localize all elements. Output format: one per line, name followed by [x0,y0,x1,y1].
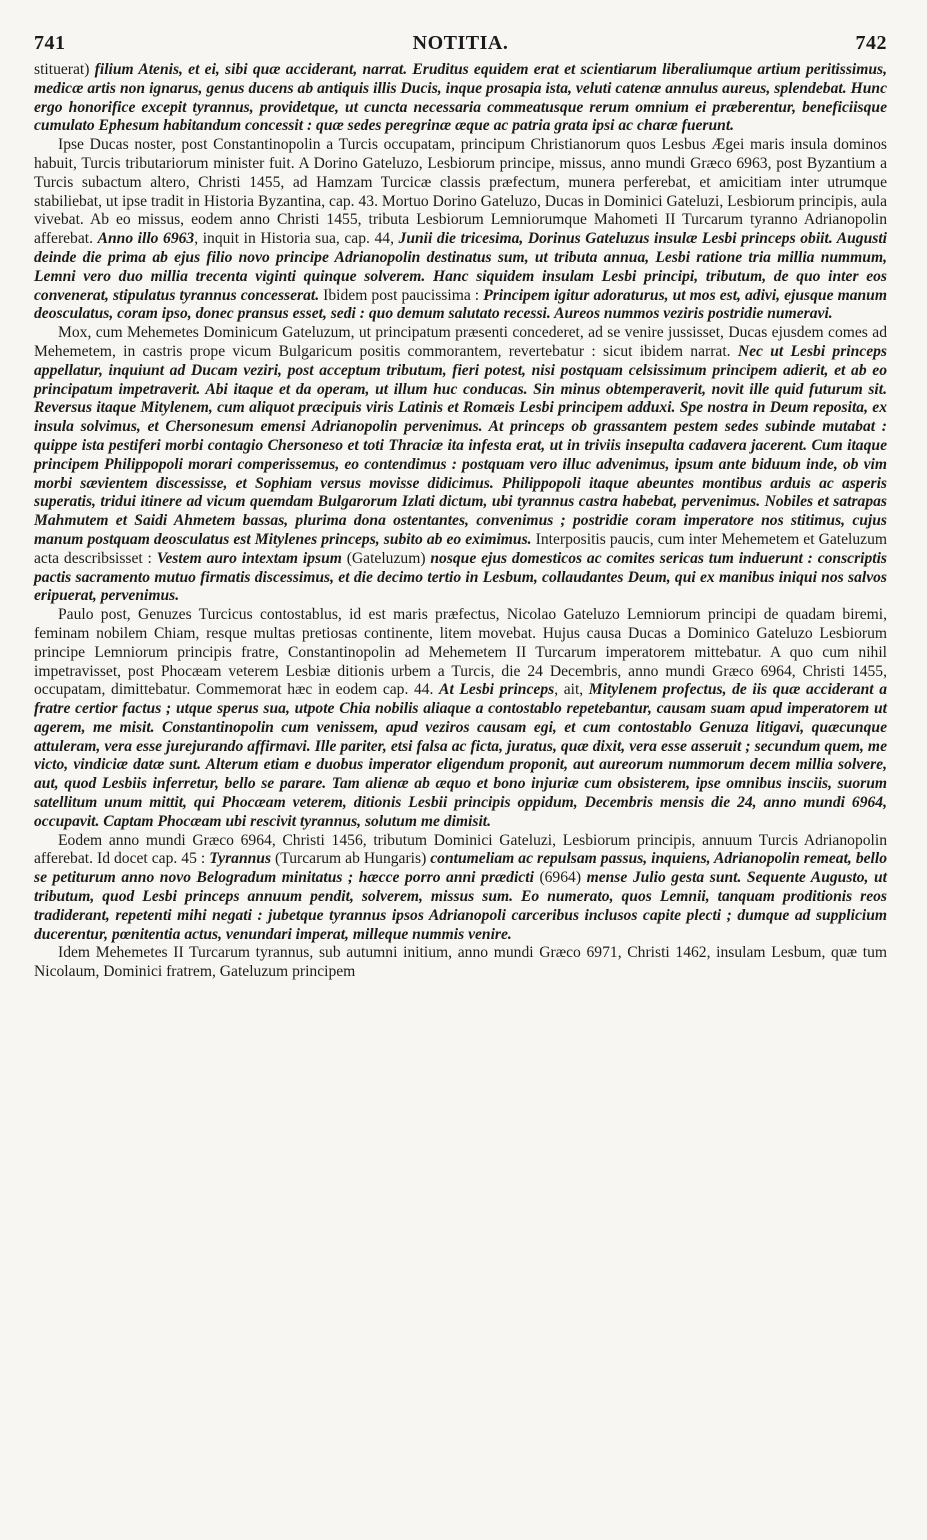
text-segment: Mox, cum Mehemetes Dominicum Gateluzum, ut principatum præsenti concederet, ad se venire jussisset, Ducas ejusdem comes ad Mehemetem, in castris prope vicum Bulgaricum positis commorantem, revertebatur : sicut ibidem narrat. [34,324,887,360]
left-page-number: 741 [34,32,66,54]
paragraph-p4 [34,606,887,832]
italic-quotation: nosque ejus domesticos ac comites sericas tum induerunt : conscriptis pactis sacramento mutuo firmatis discessimus, et die decimo tertio in Lesbum, collaudantes Deum, qui ex manibus iniqui nos salvos eripuerat, pervenimus. [34,549,887,605]
italic-quotation: Nec ut Lesbi princeps appellatur, inquiunt ad Ducam veziri, post acceptum tributum, fieri potest, nisi postquam celsissimum principem adierit, et ab eo principatum impetraverit. Abi itaque et da operam, ut illum huc conducas. Sin minus obtemperaverit, novit ille quid futurum sit. Reversus itaque Mitylenem, cum aliquot præcipuis viris Latinis et Romæis Lesbi principem adduxi. Spe nostra in Deum reposita, ex insula solvimus, et Chersonesum emensi Adrianopolin pervenimus. At princeps ob grassantem pestem sedes subinde mutabat : quippe ista pestiferi morbi contagio Chersoneso et toti Thraciæ ita infesta erat, ut in triviis insepulta cadavera jacerent. Cum itaque principem Philippopoli morari comperissemus, eo contendimus : postquam vero illuc advenimus, ipsum ante biduum inde, ob vim morbi sævientem discessisse, et Sophiam versus movisse didicimus. Philippopoli itaque abeuntes montibus arduis ac asperis superatis, tridui itinere ad vicum quemdam Bulgarorum Izlati dictum, ubi tyrannus castra habebat, pervenimus. Nobiles et satrapas Mahmutem et Saidi Ahmetem bassas, plurima dona ostentantes, convenimus ; postridie coram imperatore nos stitimus, cujus manum postquam deosculatus est Mitylenes princeps, subito ab eo eximimus. [34,342,887,548]
text-segment: (Gateluzum) [341,549,431,567]
page-body [34,61,887,982]
text-segment: stituerat) [34,61,95,78]
italic-quotation: filium Atenis, et ei, sibi quæ acciderant, narrat. Eruditus equidem erat et scientiarum liberaliumque artium peritissimus, medicæ artis non ignarus, genus ducens ab antiquis illis Ducis, inque prosapia ista, veluti catenæ annulus aureus, splendebat. Hunc ergo honorifice excepit tyrannus, providetque, ut cuncta necessaria commeatusque rerum omnium ei præberentur, beneficiisque cumulato Ephesum habitandum concessit : quæ sedes peregrinæ æque ac patria grata ipsi ac charæ fuerunt. [34,61,887,135]
italic-quotation: Mitylenem profectus, de iis quæ acciderant a fratre certior factus ; utque sperus sua, utpote Chia nobilis aliaque a contostablo repetebantur, causam suam apud imperatorem ut agerem, me misit. Constantinopolin cum venissem, apud veziros causam egi, et cum contostablo Genuza litigavi, quæcunque attuleram, vera esse jurejurando affirmavi. Ille pariter, etsi falsa ac ficta, juratus, quæ dixit, vera esse asseruit ; secundum quem, me victo, vindiciæ datæ sunt. Alterum etiam e duobus imperator eligendum proponit, aut aureorum nummorum decem millia solvere, aut, quod Lesbiis inferretur, bello se parare. Tam alienæ ab æquo et bono injuriæ cum obsisterem, ipse omnibus insciis, suorum satellitum unum mittit, qui Phocæam veterem, ditionis Lesbii principis oppidum, Decembris mensis die 24, anno mundi 6964, occupavit. Captam Phocæam ubi rescivit tyrannus, solutum me dimisit. [34,681,887,830]
running-title: NOTITIA. [412,32,509,54]
paragraph-p2 [34,136,887,324]
paragraph-p6 [34,944,887,982]
text-segment: Paulo post, Genuzes Turcicus contostablus, id est maris præfectus, Nicolao Gateluzo Lemniorum principi de quadam biremi, feminam nobilem Chiam, resque multas pretiosas continente, litem movebat. Hujus causa Ducas a Dominico Gateluzo Lesbiorum principe Lemniorum principis fratre, Constantinopolin ad Mehemetem II Turcarum imperatorem mittebatur. A quo cum nihil impetravisset, post Phocæam veterem Lesbiæ ditionis urbem a Turcis, die 24 Decembris, anno mundi Græco 6964, Christi 1455, occupatam, dimittebatur. Commemorat hæc in eodem cap. 44. [34,606,887,699]
paragraph-p3 [34,324,887,606]
italic-quotation: Junii die tricesima, Dorinus Gateluzus insulæ Lesbi princeps obiit. Augusti deinde die prima ab ejus filio novo principe Adrianopolin destinatus sum, ut tributa annua, Lesbi ratione tria millia nummum, Lemni vero duo millia trecenta viginti quinque solverem. Hanc siquidem insulam Lesbi principi, tributum, de quo inter eos convenerat, stipulatus tyrannus concesserat. [34,230,887,304]
text-segment: , inquit in Historia sua, cap. 44, [194,230,399,248]
paragraph-p5 [34,832,887,945]
italic-quotation: contumeliam ac repulsam passus, inquiens, Adrianopolin remeat, bello se petiturum anno novo Belogradum minitatus ; hæcce porro anni prædicti [34,850,888,887]
paragraph-p1 [34,61,887,136]
text-segment: Idem Mehemetes II Turcarum tyrannus, sub autumni initium, anno mundi Græco 6971, Christi 1462, insulam Lesbum, quæ tum Nicolaum, Dominici fratrem, Gateluzum principem [34,944,887,981]
italic-quotation: mense Julio gesta sunt. Sequente Augusto, ut tributum, quod Lesbi princeps annuum pendit, solverem, missus sum. Eo numerato, quos Lemnii, tanquam proditionis reos tradiderant, repetenti mihi negati : jubetque tyrannus ipsos Adrianopoli carceribus inclusos capite plecti ; dumque ad supplicium ducerentur, pœnitentia actus, venundari imperat, milleque nummis venire. [34,869,887,943]
italic-quotation: Principem igitur adoraturus, ut mos est, adivi, ejusque manum deosculatus, coram ipso, donec pransus esset, sedi : quo demum salutato recessi. Aureos nummos veziris postridie numeravi. [34,286,887,323]
text-segment: Ipse Ducas noster, post Constantinopolin a Turcis occupatam, principum Christianorum quos Lesbus Ægei maris insula dominos habuit, Turcis tributariorum minister fuit. A Dorino Gateluzo, Lesbiorum principe, missus, anno mundi Græco 6963, post Byzantium a Turcis subactum altero, Christi 1455, ad Hamzam Turcicæ classis præfectum, munera perferebat, et amicitiam inter utrumque stabiliebat, ut ipse tradit in Historia Byzantina, cap. 43. Mortuo Dorino Gateluzo, Ducas in Dominici Gateluzi, Lesbiorum principis, aula vivebat. Ab eo missus, eodem anno Christi 1455, tributa Lesbiorum Lemniorumque Mahometi II Turcarum tyranno Adrianopolin afferebat. [34,136,887,248]
italic-quotation: Anno illo 6963 [97,230,195,248]
text-segment: (6964) [533,869,587,887]
italic-quotation: Tyrannus [209,850,272,868]
text-segment: Ibidem post paucissima : [319,286,484,304]
text-segment: , ait, [554,681,589,699]
text-segment: Eodem anno mundi Græco 6964, Christi 1456, tributum Dominici Gateluzi, Lesbiorum principis, annuum Turcis Adrianopolin afferebat. Id docet cap. 45 : [34,831,887,868]
text-segment: (Turcarum ab Hungaris) [271,850,431,868]
right-page-number: 742 [855,32,887,54]
running-header [34,32,887,55]
italic-quotation: At Lesbi princeps [439,681,555,699]
text-segment: Interpositis paucis, cum inter Mehemetem et Gateluzum acta describsisset : [34,530,888,567]
italic-quotation: Vestem auro intextam ipsum [156,549,342,567]
